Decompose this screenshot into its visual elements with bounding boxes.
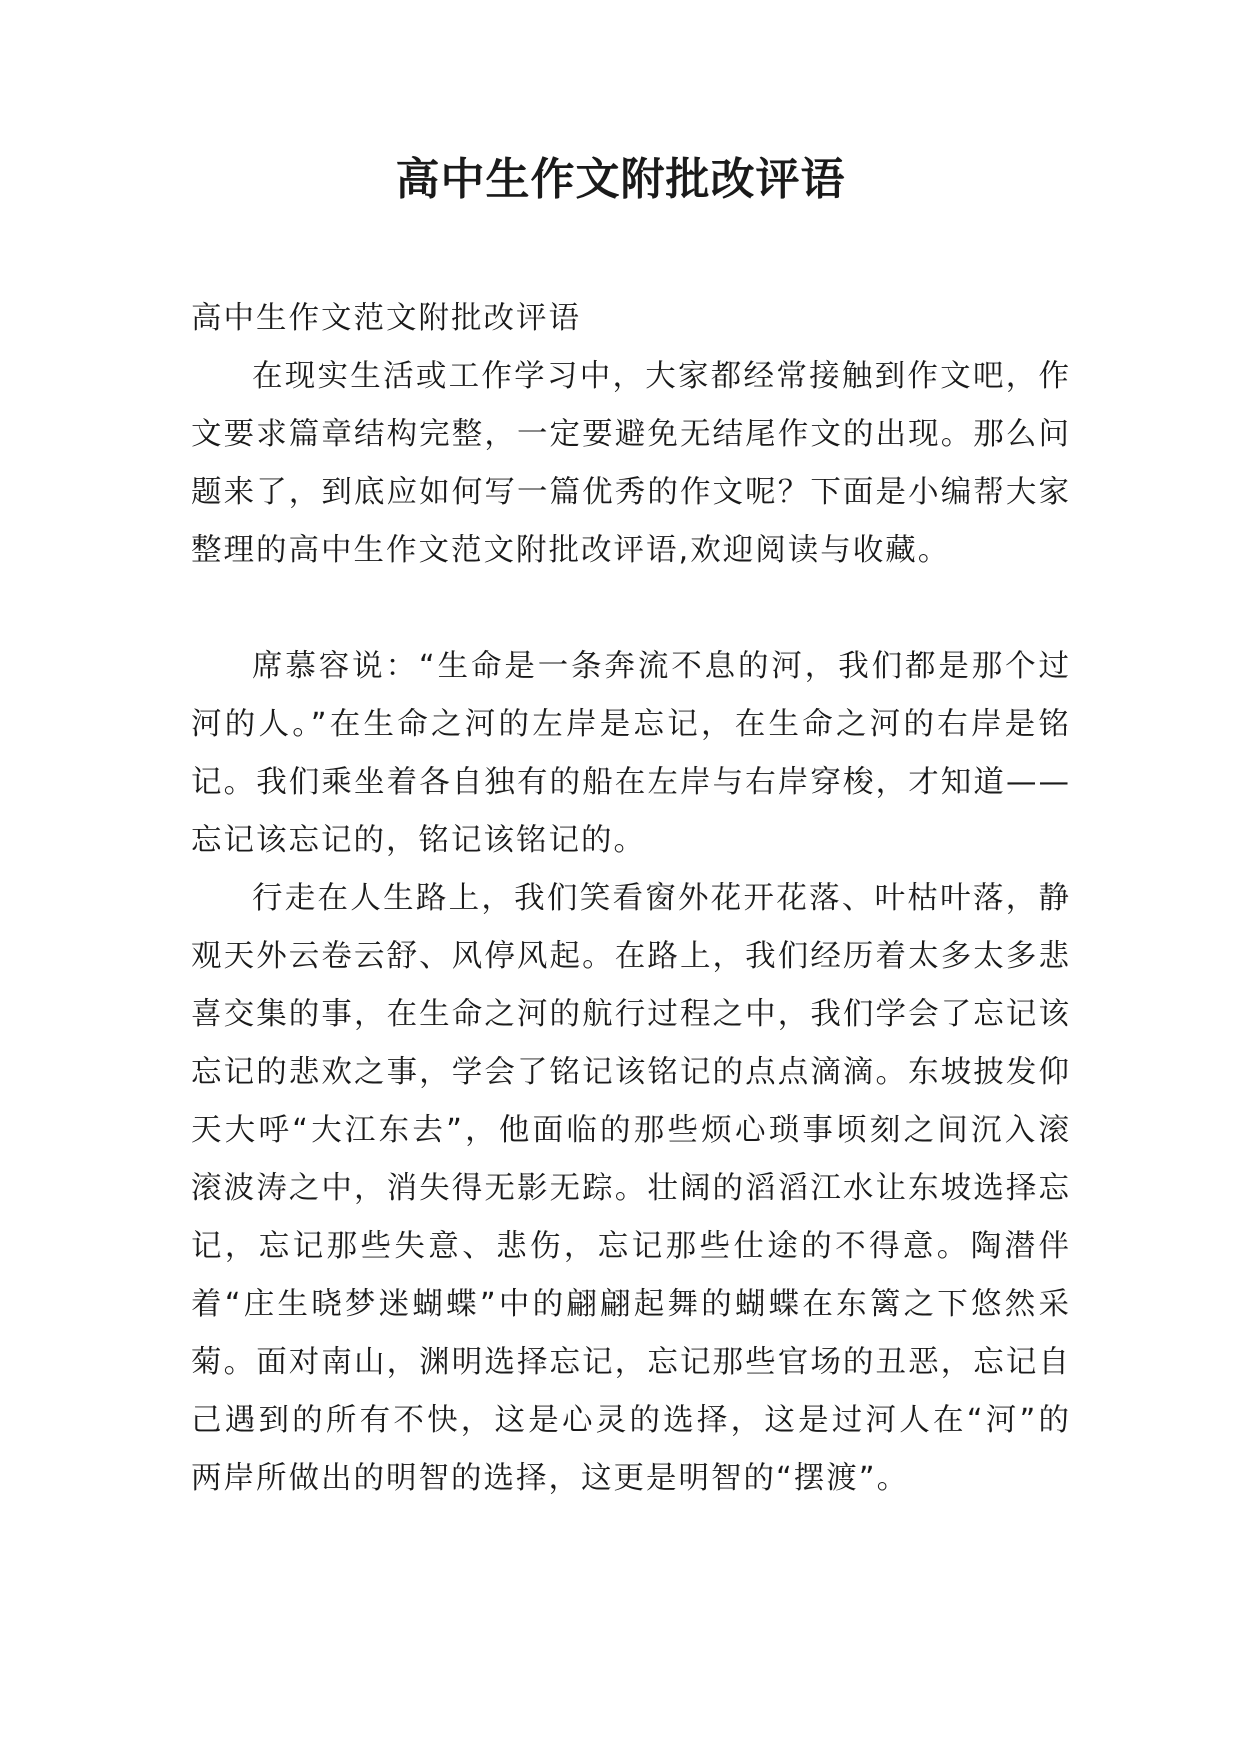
document-body: [191, 290, 1071, 1508]
essay-paragraph-2: 行走在人生路上，我们笑看窗外花开花落、叶枯叶落，静观天外云卷云舒、风停风起。在路上，我们经历着太多太多悲喜交集的事，在生命之河的航行过程之中，我们学会了忘记该忘记的悲欢之事，学会了铭记该铭记的点点滴滴。东坡披发仰天大呼“大江东去”，他面临的那些烦心琐事顷刻之间沉入滚滚波涛之中，消失得无影无踪。壮阔的滔滔江水让东坡选择忘记，忘记那些失意、悲伤，忘记那些仕途的不得意。陶潜伴着“庄生晓梦迷蝴蝶”中的翩翩起舞的蝴蝶在东篱之下悠然采菊。面对南山，渊明选择忘记，忘记那些官场的丑恶，忘记自己遇到的所有不快，这是心灵的选择，这是过河人在“河”的两岸所做出的明智的选择，这更是明智的“摆渡”。: [191, 881, 1071, 1496]
document-subtitle: 高中生作文范文附批改评语: [191, 301, 581, 336]
intro-paragraph: 在现实生活或工作学习中，大家都经常接触到作文吧，作文要求篇章结构完整，一定要避免无结尾作文的出现。那么问题来了，到底应如何写一篇优秀的作文呢？下面是小编帮大家整理的高中生作文范文附批改评语,欢迎阅读与收藏。: [191, 359, 1071, 568]
essay-paragraph-1: 席慕容说：“生命是一条奔流不息的河，我们都是那个过河的人。”在生命之河的左岸是忘记，在生命之河的右岸是铭记。我们乘坐着各自独有的船在左岸与右岸穿梭，才知道——忘记该忘记的，铭记该铭记的。: [191, 649, 1071, 858]
document-title: 高中生作文附批改评语: [395, 154, 846, 205]
paragraph-spacer: [191, 580, 1071, 638]
